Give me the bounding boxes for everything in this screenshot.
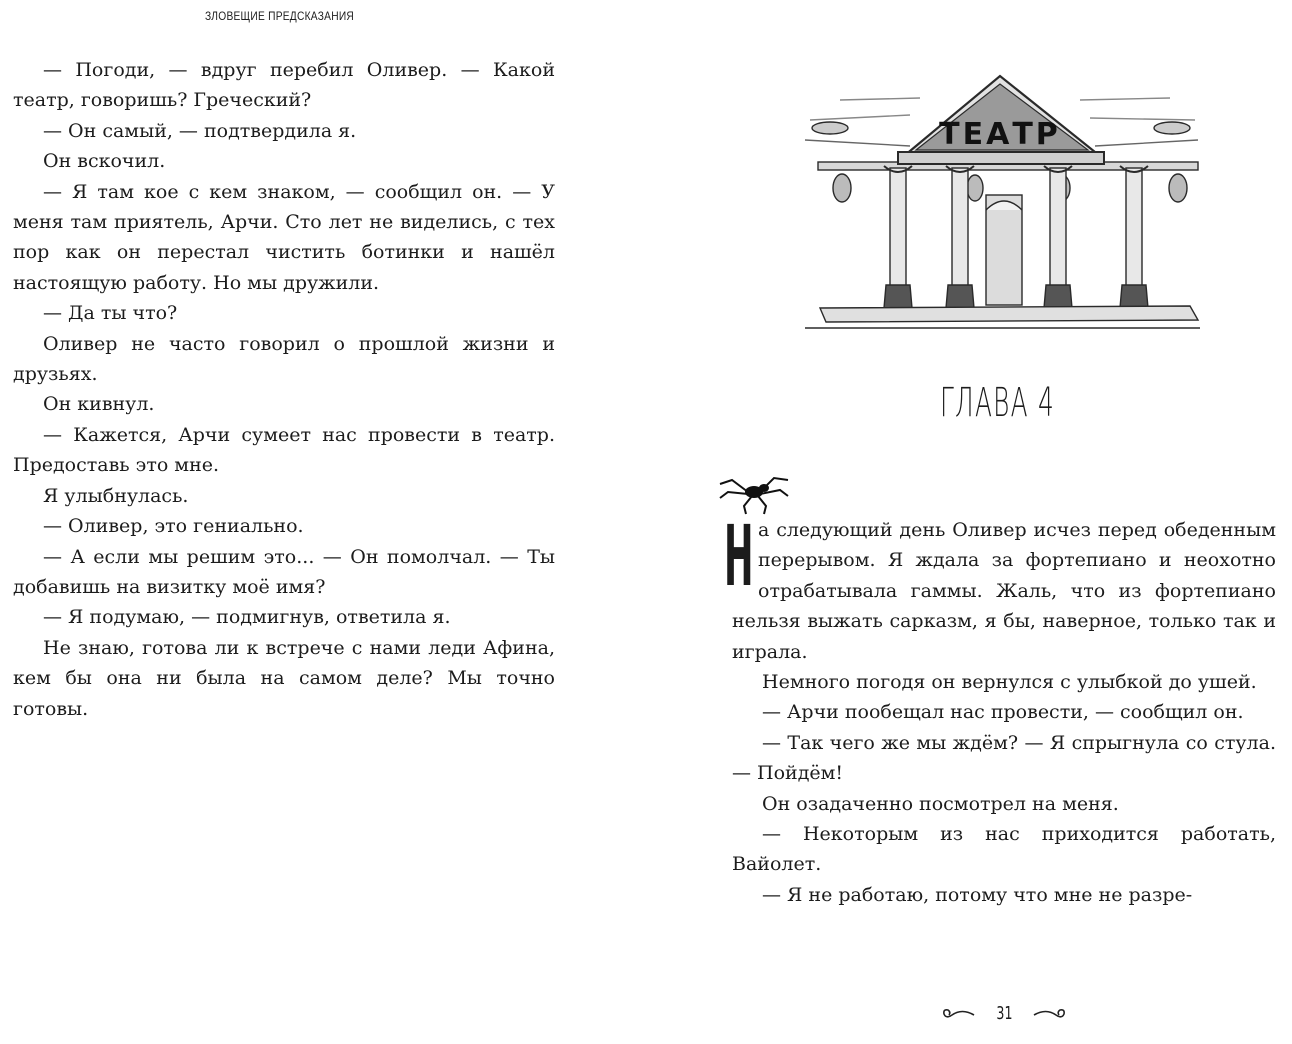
paragraph: — Некоторым из нас приходится работать, Вайолет. (732, 823, 1276, 876)
paragraph: Оливер не часто говорил о прошлой жизни и друзьях. (13, 332, 555, 386)
page-number: 31 (995, 1003, 1013, 1024)
running-header: ЗЛОВЕЩИЕ ПРЕДСКАЗАНИЯ (205, 9, 355, 23)
right-flourish-icon (1032, 1006, 1066, 1022)
drop-cap: Н (724, 507, 754, 605)
page-footer (942, 1003, 1066, 1024)
right-page-text (724, 507, 1276, 910)
paragraph: — Так чего же мы ждём? — Я спрыгнула со стула. — Пойдём! (732, 731, 1276, 785)
paragraph: — Кажется, Арчи сумеет нас провести в театр. Предоставь это мне. (13, 423, 555, 477)
chapter-title: ГЛАВА 4 (940, 380, 1055, 426)
paragraph: — Он самый, — подтвердила я. (43, 119, 357, 142)
paragraph: — Оливер, это гениально. (43, 515, 304, 538)
left-page-text (13, 55, 555, 724)
theater-sign-text: ТЕАТР (939, 117, 1061, 152)
paragraph: — Я не работаю, потому что мне не разре- (762, 883, 1193, 906)
left-flourish-icon (942, 1006, 976, 1022)
paragraph: Он кивнул. (43, 393, 155, 416)
opening-paragraph (724, 507, 1276, 667)
paragraph: — А если мы решим это... — Он помолчал. — Ты добавишь на визитку моё имя? (13, 545, 555, 598)
paragraph: Немного погодя он вернулся с улыбкой до ушей. (762, 671, 1257, 694)
theater-illustration (800, 70, 1202, 332)
paragraph: — Арчи пообещал нас провести, — сообщил он. (762, 701, 1244, 724)
paragraph: Не знаю, готова ли к встрече с нами леди Афина, кем бы она ни была на самом деле? Мы точно готовы. (13, 636, 555, 720)
paragraph: Он озадаченно посмотрел на меня. (762, 792, 1119, 815)
paragraph: Он вскочил. (43, 150, 166, 173)
paragraph: — Да ты что? (43, 302, 178, 325)
paragraph: Я улыбнулась. (43, 484, 189, 507)
paragraph: — Погоди, — вдруг перебил Оливер. — Какой театр, говоришь? Греческий? (13, 59, 555, 112)
paragraph: — Я там кое с кем знаком, — сообщил он. — У меня там приятель, Арчи. Сто лет не виделись, с тех пор как он перестал чистить ботинки и нашёл настоящую работу. Но мы дружили. (13, 180, 555, 294)
opening-paragraph-text: а следующий день Оливер исчез перед обеденным перерывом. Я ждала за фортепиано и неохотно отрабатывала гаммы. Жаль, что из фортепиано нельзя выжать сарказм, я бы, наверное, только так и играла. (732, 519, 1276, 663)
paragraph: — Я подумаю, — подмигнув, ответила я. (43, 606, 451, 629)
